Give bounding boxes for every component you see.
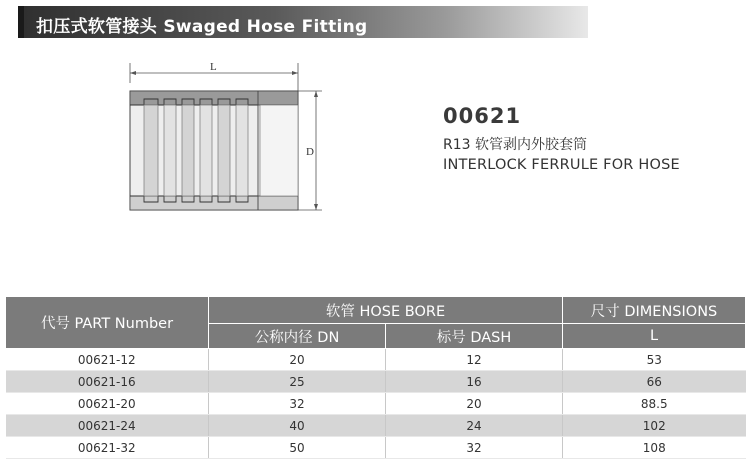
table-row (6, 415, 746, 437)
dim-label-l: L (210, 61, 217, 73)
cell-part: 00621-20 (6, 393, 209, 415)
section-title: 扣压式软管接头 Swaged Hose Fitting (36, 17, 368, 37)
cell-dn: 20 (209, 349, 386, 371)
cell-dn: 50 (209, 437, 386, 459)
header-l: L (563, 324, 746, 349)
cell-dash: 32 (386, 437, 563, 459)
cell-l: 102 (563, 415, 746, 437)
product-name-chinese: R13 软管剥内外胶套筒 (443, 137, 587, 153)
specification-table (5, 296, 746, 459)
product-info (443, 104, 680, 173)
table-row (6, 437, 746, 459)
header-dn: 公称内径 DN (209, 324, 386, 349)
section-header-bar (18, 6, 588, 38)
cell-part: 00621-32 (6, 437, 209, 459)
cell-part: 00621-24 (6, 415, 209, 437)
header-dash: 标号 DASH (386, 324, 563, 349)
cell-part: 00621-16 (6, 371, 209, 393)
cell-l: 88.5 (563, 393, 746, 415)
cell-l: 108 (563, 437, 746, 459)
product-code: 00621 (443, 104, 522, 128)
cell-dn: 32 (209, 393, 386, 415)
table-row (6, 371, 746, 393)
cell-part: 00621-12 (6, 349, 209, 371)
cell-l: 66 (563, 371, 746, 393)
table-row (6, 349, 746, 371)
cell-dash: 20 (386, 393, 563, 415)
header-hose-bore: 软管 HOSE BORE (209, 297, 563, 324)
cell-l: 53 (563, 349, 746, 371)
cell-dash: 16 (386, 371, 563, 393)
header-accent-stripe (18, 6, 24, 38)
dim-label-d: D (306, 146, 314, 158)
table-row (6, 393, 746, 415)
header-part-number: 代号 PART Number (6, 297, 209, 349)
product-name-english: INTERLOCK FERRULE FOR HOSE (443, 157, 680, 173)
cell-dash: 24 (386, 415, 563, 437)
cell-dn: 25 (209, 371, 386, 393)
cell-dn: 40 (209, 415, 386, 437)
header-dimensions: 尺寸 DIMENSIONS (563, 297, 746, 324)
cell-dash: 12 (386, 349, 563, 371)
ferrule-technical-drawing (110, 55, 330, 225)
